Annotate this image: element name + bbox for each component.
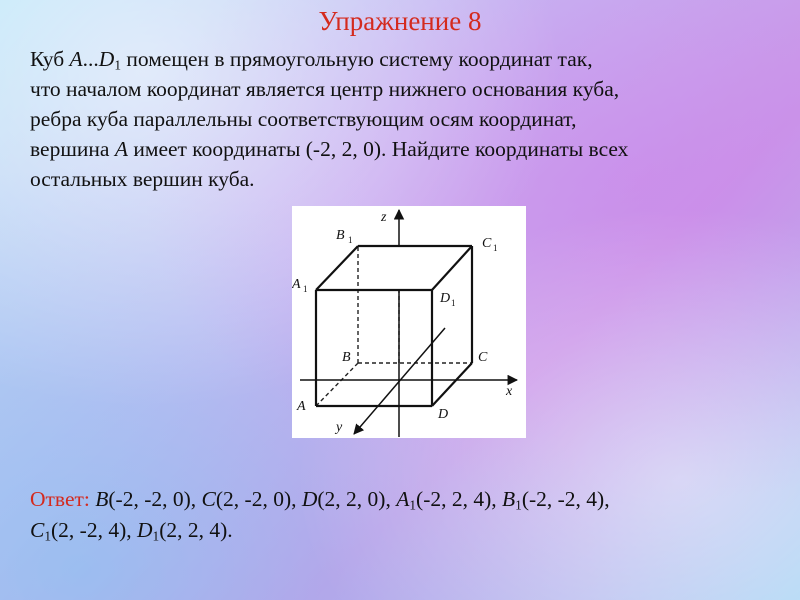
vertex-sub-d1: 1	[451, 298, 456, 308]
vertex-label-c1: C	[482, 236, 492, 251]
exercise-title: Упражнение 8	[318, 6, 482, 36]
answer-item-c: C(2, -2, 0),	[201, 487, 302, 511]
cube-vertex-d1: D	[98, 47, 115, 71]
cube-figure	[292, 206, 526, 438]
answer-label: Ответ:	[30, 487, 90, 511]
vertex-label-a: A	[297, 399, 306, 414]
vertex-a-ref: A	[114, 137, 128, 161]
answer-item-d1: $D_1(2$, 2, 4).	[137, 518, 233, 544]
answer-item-b: B(-2, -2, 0),	[95, 487, 202, 511]
problem-statement	[30, 44, 780, 194]
vertex-sub-a1: 1	[303, 284, 308, 294]
edge-a1-b1	[316, 246, 358, 290]
vertex-label-d1: D	[440, 291, 451, 306]
answer-item-c1: $C_1(2$, -2, 4),	[30, 518, 137, 544]
axis-label-z: z	[381, 210, 387, 225]
edge-d1-c1	[432, 246, 472, 290]
vertex-sub-b1: 1	[348, 235, 353, 245]
answer-block	[30, 484, 780, 546]
problem-line-3: ребра куба параллельны соответствующим осям координат,	[30, 107, 577, 131]
vertex-label-b1: B	[336, 228, 345, 243]
vertex-label-a1: A	[292, 277, 301, 292]
cube-vertex-a: A	[69, 47, 83, 71]
edge-d-c	[432, 363, 472, 406]
axis-label-y: y	[336, 420, 343, 435]
vertex-label-d: D	[438, 407, 449, 422]
cube-diagram	[292, 206, 526, 438]
problem-line-4: вершина A имеет координаты (-2, 2, 0). Найдите координаты всех	[30, 137, 629, 161]
answer-item-d: D(2, 2, 0),	[301, 487, 397, 511]
vertex-label-b: B	[342, 350, 351, 365]
problem-line-1: Куб $A...D_1$ помещен в прямоугольную систему координат так,	[30, 47, 593, 73]
problem-line-5: остальных вершин куба.	[30, 167, 255, 191]
edge-a-b	[316, 363, 358, 406]
answer-item-a1: $A_1(-2$, 2, 4),	[396, 487, 503, 513]
answer-item-b1: $B_1(-2$, -2, 4),	[502, 487, 610, 513]
axis-label-x: x	[506, 384, 513, 399]
problem-line-2: что началом координат является центр нижнего основания куба,	[30, 77, 620, 101]
vertex-sub-c1: 1	[493, 243, 498, 253]
vertex-label-c: C	[478, 350, 488, 365]
